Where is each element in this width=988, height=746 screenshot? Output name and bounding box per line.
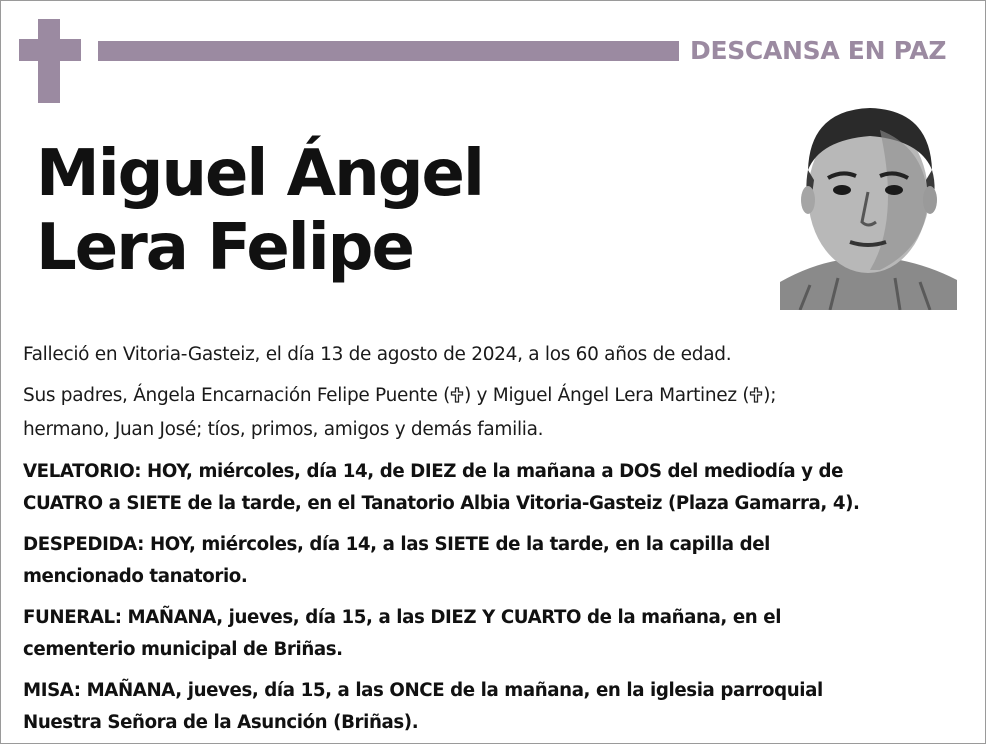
family-line-2: hermano, Juan José; tíos, primos, amigos y demás familia.	[23, 419, 544, 440]
funeral-line-2: cementerio municipal de Briñas.	[23, 639, 343, 660]
velatorio-notice	[23, 456, 973, 520]
family-line-1	[23, 379, 973, 413]
announcement-text	[23, 338, 973, 372]
family-text	[23, 379, 973, 447]
portrait-photo	[780, 100, 957, 310]
despedida-line-1: DESPEDIDA: HOY, miércoles, día 14, a las SIETE de la tarde, en la capilla del	[23, 534, 770, 555]
velatorio-line-1: VELATORIO: HOY, miércoles, día 14, de DIEZ de la mañana a DOS del mediodía y de	[23, 461, 844, 482]
announcement-line: Falleció en Vitoria-Gasteiz, el día 13 de agosto de 2024, a los 60 años de edad.	[23, 344, 732, 365]
family-line-1-part-c: );	[763, 385, 777, 406]
header-label: DESCANSA EN PAZ	[690, 36, 947, 65]
header-divider-bar	[98, 41, 679, 61]
cross-icon-bar	[19, 39, 81, 61]
misa-notice	[23, 675, 973, 739]
family-line-1-part-b: ) y Miguel Ángel Lera Martinez (	[464, 385, 750, 406]
misa-line-1: MISA: MAÑANA, jueves, día 15, a las ONCE de la mañana, en la iglesia parroquial	[23, 680, 823, 701]
funeral-line-1: FUNERAL: MAÑANA, jueves, día 15, a las DIEZ Y CUARTO de la mañana, en el	[23, 607, 782, 628]
cross-icon	[38, 19, 60, 103]
deceased-name-first: Miguel Ángel	[36, 137, 483, 211]
misa-line-2: Nuestra Señora de la Asunción (Briñas).	[23, 712, 419, 733]
deceased-name-last: Lera Felipe	[36, 211, 413, 285]
portrait-photo-icon	[780, 100, 957, 310]
funeral-notice	[23, 602, 973, 666]
despedida-notice	[23, 529, 973, 593]
family-line-1-part-a: Sus padres, Ángela Encarnación Felipe Puente (	[23, 385, 451, 406]
small-cross-icon	[450, 387, 464, 403]
velatorio-line-2: CUATRO a SIETE de la tarde, en el Tanatorio Albia Vitoria-Gasteiz (Plaza Gamarra, 4).	[23, 493, 860, 514]
despedida-line-2: mencionado tanatorio.	[23, 566, 248, 587]
small-cross-icon	[749, 387, 763, 403]
